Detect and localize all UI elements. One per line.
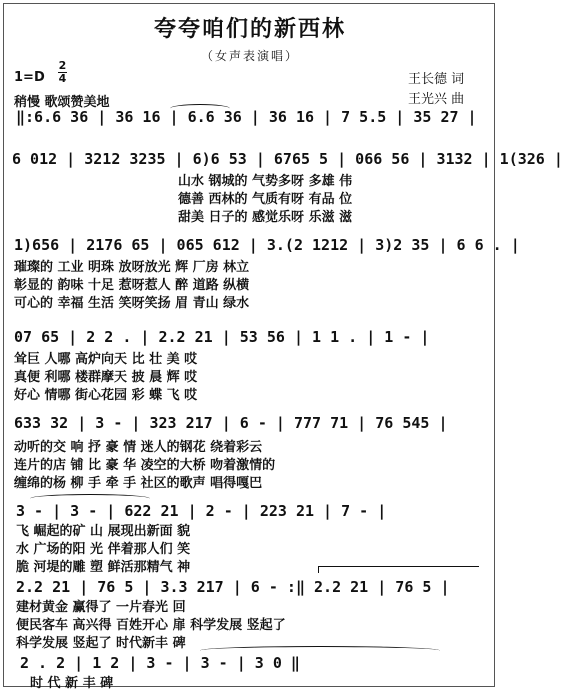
- score-row-5-lyric-2: 连片的店 铺 比 豪 华 凌空的大桥 吻着激情的: [14, 458, 276, 473]
- score-row-8-lyric-1: 时 代 新 丰 碑: [30, 676, 114, 691]
- key-signature: [14, 70, 45, 85]
- score-row-1-notes: ‖:6.6 36 | 36 16 | 6.6 36 | 36 16 | 7 5.5 | 35 27 |: [16, 108, 477, 126]
- score-row-2-lyric-2: 德善 西林的 气质有呀 有品 位: [178, 192, 353, 207]
- song-subtitle: （女声表演唱）: [200, 49, 299, 63]
- time-signature: [58, 60, 67, 85]
- score-row-4-notes: 07 65 | 2 2 . | 2.2 21 | 53 56 | 1 1 . | 1 - |: [14, 328, 430, 346]
- score-row-7-notes: 2.2 21 | 76 5 | 3.3 217 | 6 - :‖ 2.2 21 | 76 5 |: [16, 578, 450, 596]
- score-row-2-lyric-1: 山水 钢城的 气势多呀 多雄 伟: [178, 174, 353, 189]
- score-row-5-notes: 633 32 | 3 - | 323 217 | 6 - | 777 71 | 76 545 |: [14, 414, 448, 432]
- key-label: 1=D: [14, 70, 45, 85]
- time-denominator: 4: [58, 72, 67, 85]
- time-numerator: 2: [58, 59, 67, 72]
- composer-credit: 王光兴 曲: [408, 92, 465, 107]
- volta-bracket: [318, 566, 479, 573]
- score-row-6-notes: 3 - | 3 - | 622 21 | 2 - | 223 21 | 7 - |: [16, 502, 387, 520]
- score-row-6-lyric-2: 水 广场的阳 光 伴着那人们 笑: [16, 542, 191, 557]
- score-row-6-lyric-3: 脆 河堤的雕 塑 鲜活那精气 神: [16, 560, 191, 575]
- score-row-8-notes: 2 . 2 | 1 2 | 3 - | 3 - | 3 0 ‖: [20, 654, 300, 672]
- score-row-5-lyric-3: 缠绵的杨 柳 手 牵 手 社区的歌声 唱得嘎巴: [14, 476, 263, 491]
- score-row-3-lyric-2: 彰显的 韵味 十足 惹呀惹人 醉 道路 纵横: [14, 278, 250, 293]
- score-row-2-notes: 6 012 | 3212 3235 | 6)6 53 | 6765 5 | 066 56 | 3132 | 1(326 |: [12, 150, 563, 168]
- score-row-5-lyric-1: 动听的交 响 抒 豪 情 迷人的钢花 绕着彩云: [14, 440, 263, 455]
- score-row-7-lyric-1: 建材黄金 赢得了 一片春光 回: [16, 600, 186, 615]
- score-row-3-notes: 1)656 | 2176 65 | 065 612 | 3.(2 1212 | 3)2 35 | 6 6 . |: [14, 236, 520, 254]
- score-row-3-lyric-1: 璀璨的 工业 明珠 放呀放光 辉 厂房 林立: [14, 260, 250, 275]
- score-row-6-lyric-1: 飞 崛起的矿 山 展现出新面 貌: [16, 524, 191, 539]
- score-row-7-lyric-2: 便民客车 高兴得 百姓开心 扉 科学发展 竖起了: [16, 618, 286, 633]
- score-row-4-lyric-2: 真便 利哪 楼群摩天 披 晨 辉 哎: [14, 370, 198, 385]
- score-row-4-lyric-3: 好心 情哪 街心花园 彩 蝶 飞 哎: [14, 388, 198, 403]
- score-row-2-lyric-3: 甜美 日子的 感觉乐呀 乐滋 滋: [178, 210, 353, 225]
- lyricist-credit: 王长德 词: [408, 72, 465, 87]
- score-row-7-lyric-3: 科学发展 竖起了 时代新丰 碑: [16, 636, 186, 651]
- tempo-marking: 稍慢 歌颂赞美地: [14, 95, 110, 110]
- song-title: 夸夸咱们的新西林: [153, 17, 346, 42]
- score-row-3-lyric-3: 可心的 幸福 生活 笑呀笑扬 眉 青山 绿水: [14, 296, 250, 311]
- slur-row-1: [170, 104, 230, 113]
- score-row-4-lyric-1: 耸巨 人哪 高炉向天 比 壮 美 哎: [14, 352, 198, 367]
